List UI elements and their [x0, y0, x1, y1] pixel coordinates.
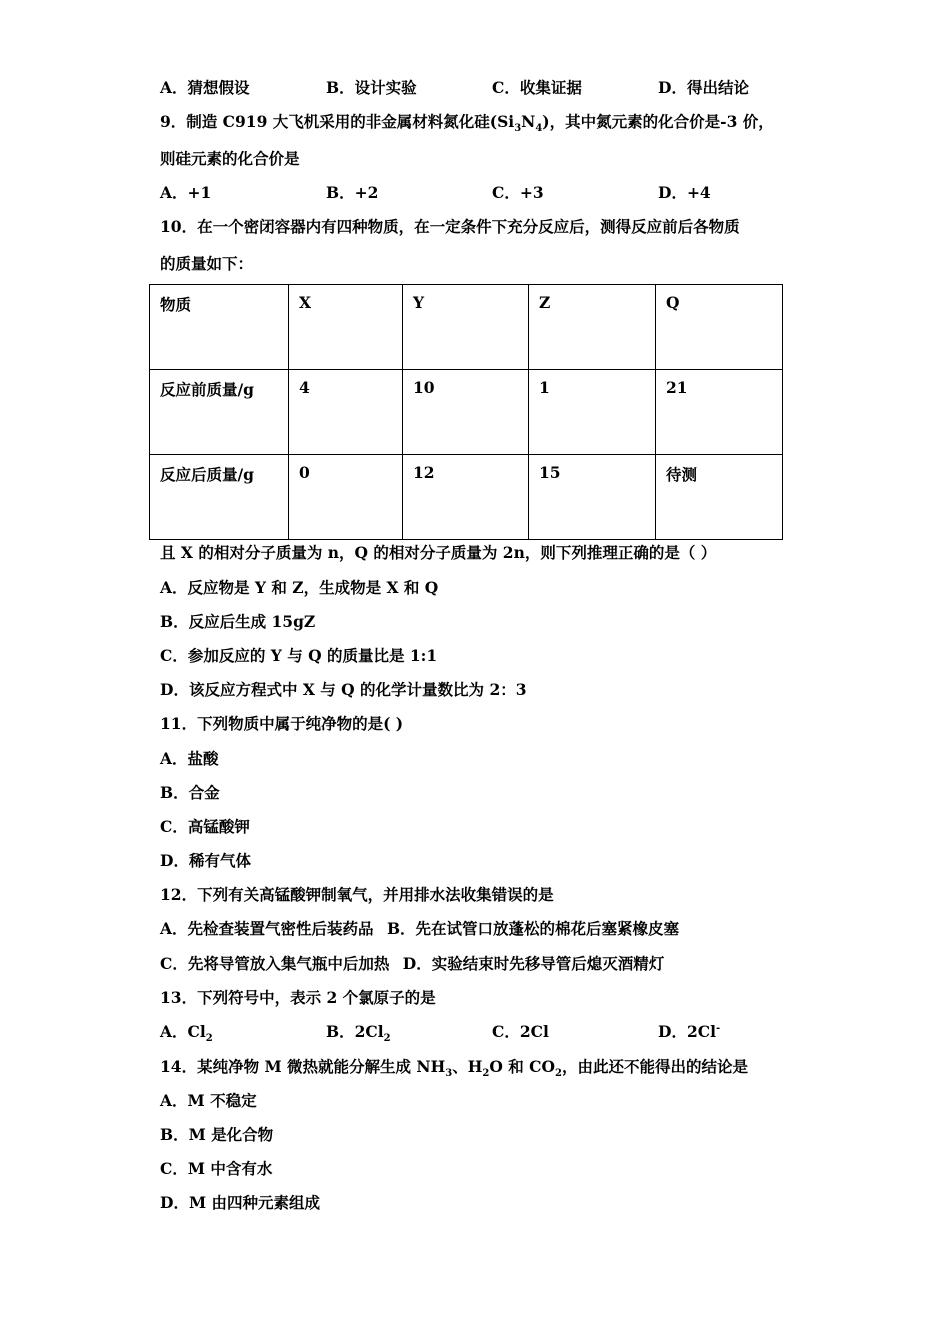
table-cell: Z	[529, 285, 656, 370]
q13-option-d: D．2Cl-	[658, 1022, 721, 1041]
table-cell: 10	[403, 370, 529, 455]
q9-option-d: D．+4	[658, 183, 711, 202]
table-cell: 1	[529, 370, 656, 455]
q9-option-b: B．+2	[326, 183, 379, 202]
table-cell: 21	[656, 370, 783, 455]
table-header-row	[150, 285, 783, 370]
table-cell: 15	[529, 455, 656, 540]
q12-option-a: A．先检查装置气密性后装药品	[160, 919, 374, 938]
table-cell: 4	[289, 370, 403, 455]
table-cell: 12	[403, 455, 529, 540]
q11-option-c: C．高锰酸钾	[160, 817, 250, 836]
table-cell: 反应前质量/g	[150, 370, 289, 455]
q11-option-a: A．盐酸	[160, 749, 219, 768]
mass-table	[149, 284, 783, 540]
table-row	[150, 455, 783, 540]
q10-option-b: B．反应后生成 15gZ	[160, 612, 316, 631]
table-cell: 待测	[656, 455, 783, 540]
q9-stem-line2: 则硅元素的化合价是	[160, 149, 300, 168]
q12-option-c: C．先将导管放入集气瓶中后加热	[160, 954, 390, 973]
q10-stem-line1: 10．在一个密闭容器内有四种物质，在一定条件下充分反应后，测得反应前后各物质	[160, 217, 740, 236]
q12-option-b: B．先在试管口放蓬松的棉花后塞紧橡皮塞	[386, 919, 680, 938]
q11-stem: 11．下列物质中属于纯净物的是( )	[160, 714, 404, 733]
q8-option-c: C．收集证据	[492, 78, 582, 97]
table-row	[150, 370, 783, 455]
table-cell: 物质	[150, 285, 289, 370]
q9-option-c: C．+3	[492, 183, 544, 202]
table-cell: Q	[656, 285, 783, 370]
q8-option-a: A．猜想假设	[160, 78, 250, 97]
q10-option-a: A．反应物是 Y 和 Z，生成物是 X 和 Q	[160, 578, 439, 597]
q14-stem: 14．某纯净物 M 微热就能分解生成 $NH_3$、$H_2O$ 和 $CO_2$，由此还不能得出的结论是	[160, 1057, 748, 1080]
q11-option-d: D．稀有气体	[160, 851, 251, 870]
q14-option-c: C．M 中含有水	[160, 1159, 273, 1178]
q14-option-d: D．M 由四种元素组成	[160, 1193, 320, 1212]
table-cell: X	[289, 285, 403, 370]
q13-option-a: A．$Cl_2$	[160, 1022, 213, 1045]
q12-options-row2	[160, 954, 664, 974]
q10-stem-line2: 的质量如下：	[160, 254, 254, 273]
q10-option-d: D．该反应方程式中 X 与 Q 的化学计量数比为 2：3	[160, 680, 527, 699]
q13-stem: 13．下列符号中，表示 2 个氯原子的是	[160, 988, 436, 1007]
table-cell: 反应后质量/g	[150, 455, 289, 540]
q14-option-a: A．M 不稳定	[160, 1091, 257, 1110]
q8-option-d: D．得出结论	[658, 78, 749, 97]
q10-option-c: C．参加反应的 Y 与 Q 的质量比是 1:1	[160, 646, 438, 665]
q14-option-b: B．M 是化合物	[160, 1125, 274, 1144]
q13-option-c: C．2Cl	[492, 1022, 549, 1041]
q9-option-a: A．+1	[160, 183, 212, 202]
table-cell: 0	[289, 455, 403, 540]
q12-option-d: D．实验结束时先移导管后熄灭酒精灯	[402, 954, 665, 973]
table-cell: Y	[403, 285, 529, 370]
q13-option-b: B．$2Cl_2$	[326, 1022, 391, 1045]
q12-options-row1	[160, 919, 679, 939]
q10-stem-condition: 且 X 的相对分子质量为 n，Q 的相对分子质量为 2n，则下列推理正确的是（ ）	[160, 543, 717, 562]
q12-stem: 12．下列有关高锰酸钾制氧气，并用排水法收集错误的是	[160, 885, 554, 904]
q8-option-b: B．设计实验	[326, 78, 417, 97]
q11-option-b: B．合金	[160, 783, 220, 802]
q9-stem-line1: 9．制造 C919 大飞机采用的非金属材料氮化硅$(Si_3N_4)$，其中氮元素的化合价是-3 价，	[160, 112, 774, 135]
